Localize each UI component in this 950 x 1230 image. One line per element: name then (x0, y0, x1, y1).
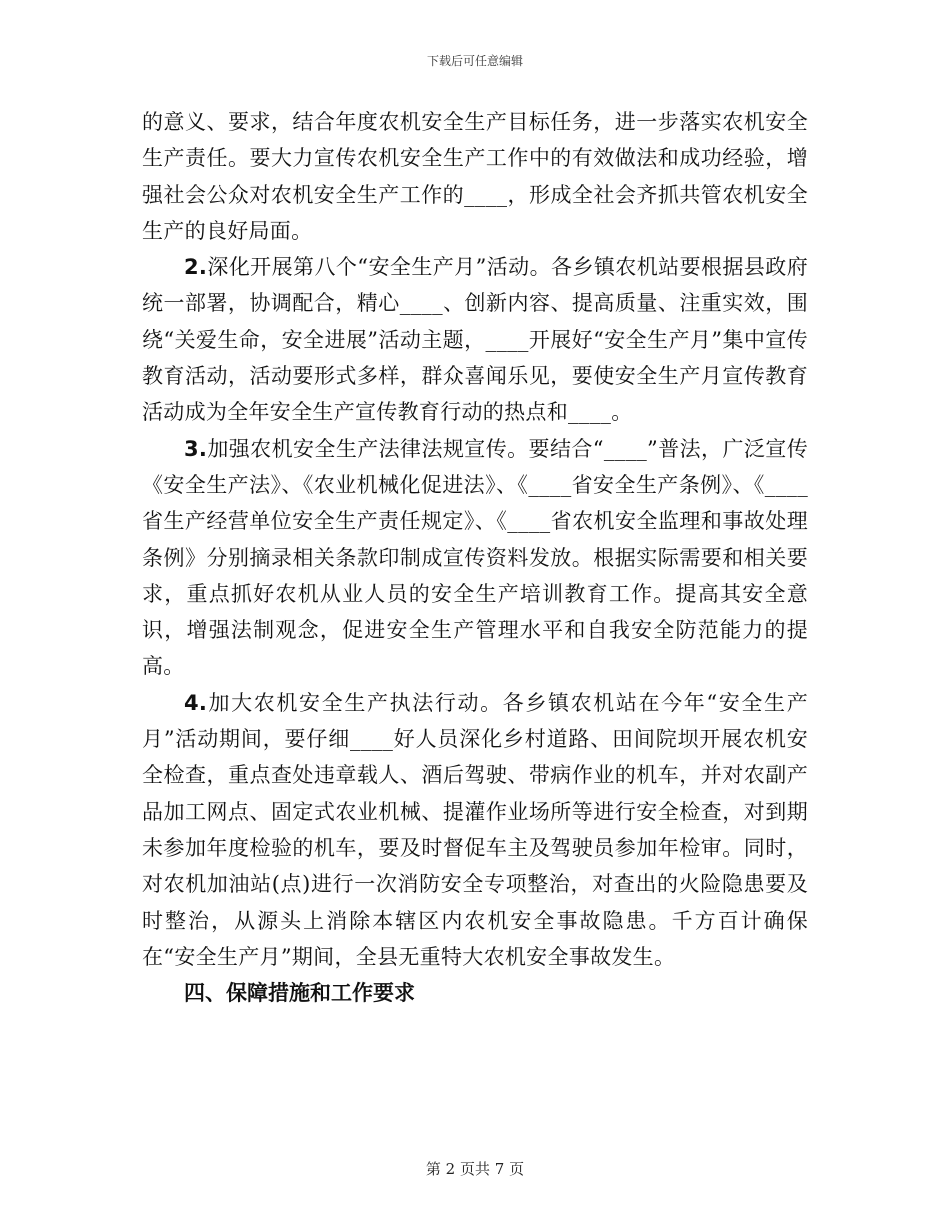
item-number: 2. (184, 255, 208, 280)
paragraph-text: 加大农机安全生产执法行动。各乡镇农机站在今年“安全生产月”活动期间，要仔细____好人员深化乡村道路、田间院坝开展农机安全检查，重点查处违章载人、酒后驾驶、带病作业的机车，并对农副产品加工网点、固定式农业机械、提灌作业场所等进行安全检查，对到期未参加年度检验的机车，要及时督促车主及驾驶员参加年检审。同时，对农机加油站(点)进行一次消防安全专项整治，对查出的火险隐患要及时整治，从源头上消除本辖区内农机安全事故隐患。千方百计确保在“安全生产月”期间，全县无重特大农机安全事故发生。 (142, 690, 808, 969)
paragraph-item-3 (142, 431, 808, 685)
paragraph-continuation (142, 104, 808, 249)
document-body (142, 104, 808, 1011)
page-header: 下载后可任意编辑 (426, 54, 523, 68)
page-footer: 第 2 页共 7 页 (425, 1160, 525, 1178)
paragraph-item-2 (142, 249, 808, 430)
paragraph-text: 的意义、要求，结合年度农机安全生产目标任务，进一步落实农机安全生产责任。要大力宣传农机安全生产工作中的有效做法和成功经验，增强社会公众对农机安全生产工作的____，形成全社会齐抓共管农机安全生产的良好局面。 (142, 110, 808, 243)
paragraph-item-4 (142, 685, 808, 975)
paragraph-text: 深化开展第八个“安全生产月”活动。各乡镇农机站要根据县政府统一部署，协调配合，精心____、创新内容、提高质量、注重实效，围绕“关爱生命，安全进展”活动主题，____开展好“安全生产月”集中宣传教育活动，活动要形式多样，群众喜闻乐见，要使安全生产月宣传教育活动成为全年安全生产宣传教育行动的热点和____。 (142, 255, 808, 425)
paragraph-text: 加强农机安全生产法律法规宣传。要结合“____”普法，广泛宣传《安全生产法》、《农业机械化促进法》、《____省安全生产条例》、《____省生产经营单位安全生产责任规定》、《____省农机安全监理和事故处理条例》分别摘录相关条款印制成宣传资料发放。根据实际需要和相关要求，重点抓好农机从业人员的安全生产培训教育工作。提高其安全意识，增强法制观念，促进安全生产管理水平和自我安全防范能力的提高。 (142, 436, 808, 679)
item-number: 3. (184, 436, 208, 461)
section-heading: 四、保障措施和工作要求 (184, 981, 415, 1006)
item-number: 4. (184, 690, 208, 715)
